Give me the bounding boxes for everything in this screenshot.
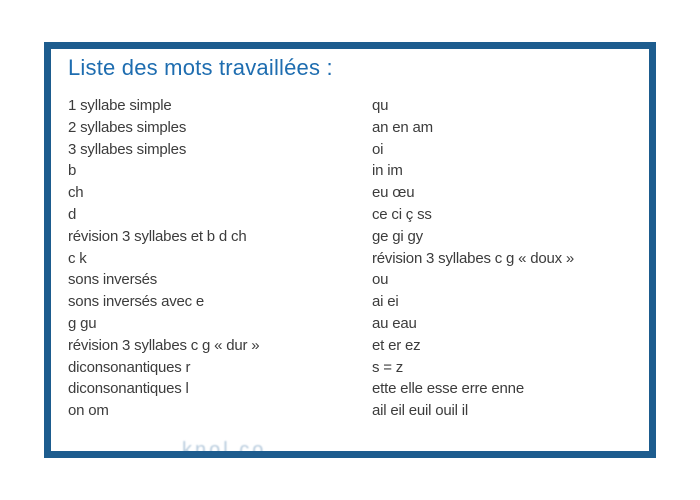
list-item: ge gi gy	[372, 227, 423, 245]
list-item: on om	[68, 402, 109, 420]
list-item: 2 syllabes simples	[68, 118, 187, 136]
watermark: knol co	[182, 439, 267, 458]
list-item: 1 syllabe simple	[68, 97, 172, 114]
list-item: ette elle esse erre enne	[372, 380, 524, 398]
list-item: révision 3 syllabes et b d ch	[68, 227, 247, 245]
list-item: sons inversés	[68, 271, 158, 289]
list-item: ai ei	[372, 293, 399, 311]
word-list-card	[44, 42, 656, 458]
list-item: révision 3 syllabes c g « dur »	[68, 336, 260, 354]
list-item: sons inversés avec e	[68, 293, 205, 311]
list-item: an en am	[372, 118, 433, 136]
list-item: 3 syllabes simples	[68, 140, 187, 158]
list-item: diconsonantiques l	[68, 380, 189, 398]
list-item: eu œu	[372, 184, 415, 202]
list-item: d	[68, 205, 77, 223]
list-item: et er ez	[372, 336, 421, 354]
list-item: b	[68, 162, 77, 180]
list-item: ail eil euil ouil il	[372, 402, 469, 420]
list-item: ou	[372, 271, 389, 289]
word-list-columns	[68, 95, 646, 422]
word-list-left-column	[68, 95, 372, 422]
list-item: révision 3 syllabes c g « doux »	[372, 249, 575, 267]
list-item: c k	[68, 249, 87, 267]
list-item: diconsonantiques r	[68, 358, 191, 376]
list-item: oi	[372, 140, 384, 158]
list-item: ce ci ç ss	[372, 205, 432, 223]
list-item: ch	[68, 184, 84, 202]
list-item: in im	[372, 162, 403, 180]
list-item: qu	[372, 97, 389, 114]
list-item: s = z	[372, 358, 404, 376]
list-item: au eau	[372, 314, 417, 332]
word-list-right-column	[372, 95, 646, 422]
page-title: Liste des mots travaillées :	[68, 55, 333, 80]
list-item: g gu	[68, 314, 97, 332]
